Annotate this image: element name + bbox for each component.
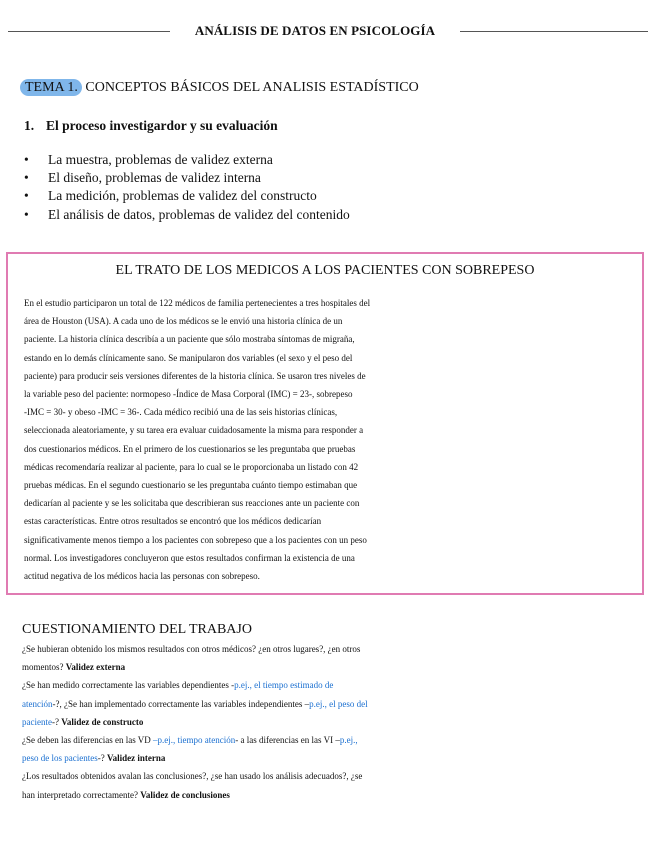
section-heading bbox=[24, 116, 278, 136]
validity-label: Validez de conclusiones bbox=[140, 789, 230, 800]
bullet-icon: • bbox=[24, 152, 29, 167]
case-study-text bbox=[24, 294, 640, 585]
example-text: peso de los pacientes bbox=[22, 753, 98, 764]
list-item: • El análisis de datos, problemas de validez del contenido bbox=[24, 206, 350, 224]
case-line: actitud negativa de los médicos hacia las personas con sobrepeso. bbox=[24, 571, 260, 582]
case-line: normal. Los investigadores concluyeron que estos resultados confirman la existencia de una bbox=[24, 552, 355, 563]
example-text: p.ej., bbox=[339, 735, 358, 746]
example-text: paciente bbox=[22, 716, 52, 727]
case-study-title: EL TRATO DE LOS MEDICOS A LOS PACIENTES CON SOBREPESO bbox=[115, 263, 535, 278]
example-text: p.ej., el tiempo estimado de bbox=[234, 680, 334, 691]
question-1-line-2: momentos? Validez externa bbox=[22, 662, 126, 673]
question-2-line-2: atención-?, ¿Se han implementado correctamente las variables independientes –p.ej., el peso del bbox=[22, 698, 368, 709]
question-1-line-1: ¿Se hubieran obtenido los mismos resultados con otros médicos? ¿en otros lugares?, ¿en otros bbox=[22, 644, 361, 654]
validity-label: Validez externa bbox=[65, 662, 126, 673]
bullet-icon: • bbox=[24, 206, 29, 222]
case-line: -IMC = 30- y obeso -IMC = 36-. Cada médico recibió una de las seis historias clínicas, bbox=[24, 407, 338, 418]
example-text: p.ej., el peso del bbox=[309, 698, 368, 709]
bullet-icon: • bbox=[24, 188, 29, 204]
questions-section bbox=[22, 620, 642, 804]
case-line: médicas recomendaría realizar al paciente, para lo cual se le proporcionaba un listado con 42 bbox=[24, 461, 359, 472]
header-rule-right bbox=[460, 31, 648, 32]
list-item: • La medición, problemas de validez del constructo bbox=[24, 187, 350, 205]
case-line: dos cuestionarios médicos. En el primero de los cuestionarios se les preguntaba que pruebas bbox=[24, 443, 356, 454]
case-line: área de Houston (USA). A cada uno de los médicos se le envió una historia clínica de un bbox=[24, 316, 343, 327]
case-line: la variable peso del paciente: normopeso -Índice de Masa Corporal (IMC) = 23-, sobrepeso bbox=[24, 389, 353, 400]
validity-label: Validez interna bbox=[106, 753, 166, 764]
validity-label: Validez de constructo bbox=[61, 716, 144, 727]
case-line: significativamente menos tiempo a los pacientes con sobrepeso que a los pacientes con un peso bbox=[24, 534, 367, 545]
case-line: dedicarían al paciente y se les solicitaba que describieran sus reacciones ante un paciente con bbox=[24, 498, 360, 509]
bullet-icon: • bbox=[24, 170, 29, 186]
question-2-line-3: paciente-? Validez de constructo bbox=[22, 716, 144, 727]
header-rule-left bbox=[8, 31, 170, 32]
question-3-line-1: ¿Se deben las diferencias en las VD –p.ej., tiempo atención- a las diferencias en las VI –p.ej., bbox=[22, 735, 358, 746]
question-3-line-2: peso de los pacientes-? Validez interna bbox=[22, 753, 166, 764]
question-4-line-1: ¿Los resultados obtenidos avalan las conclusiones?, ¿se han usado los análisis adecuados?, ¿se bbox=[22, 771, 363, 782]
questions-title: CUESTIONAMIENTO DEL TRABAJO bbox=[22, 622, 252, 637]
case-line: En el estudio participaron un total de 122 médicos de familia pertenecientes a tres hospitales del bbox=[24, 298, 371, 308]
case-line: estando en lo demás clínicamente sano. Se manipularon dos variables (el sexo y el peso del bbox=[24, 352, 353, 363]
example-text: –p.ej., tiempo atención bbox=[153, 735, 236, 746]
bullet-list bbox=[24, 151, 350, 224]
case-line: pruebas médicas. En el segundo cuestionario se les preguntaba cuánto tiempo estimaban que bbox=[24, 480, 358, 491]
document-title: ANÁLISIS DE DATOS EN PSICOLOGÍA bbox=[194, 23, 436, 38]
tema-badge: TEMA 1. bbox=[20, 79, 82, 96]
example-text: atención bbox=[22, 698, 53, 709]
document-header bbox=[8, 22, 648, 40]
tema-heading bbox=[20, 78, 419, 98]
case-line: seleccionada aleatoriamente, y su tarea era evaluar cuidadosamente la misma para responder a bbox=[24, 425, 364, 436]
case-line: estas características. Entre otros resultados se encontró que los médicos dedicarían bbox=[24, 516, 322, 527]
case-line: paciente. La historia clínica describía a un paciente que sólo mostraba síntomas de migraña, bbox=[24, 334, 355, 345]
tema-title: CONCEPTOS BÁSICOS DEL ANALISIS ESTADÍSTICO bbox=[81, 80, 419, 95]
case-line: paciente) para producir seis versiones diferentes de la historia clínica. Se usaron tres niveles de bbox=[24, 370, 366, 381]
question-4-line-2: han interpretado correctamente? Validez de conclusiones bbox=[22, 789, 230, 800]
list-item: • El diseño, problemas de validez interna bbox=[24, 169, 350, 187]
list-item: • La muestra, problemas de validez externa bbox=[24, 151, 350, 169]
section-title: El proceso investigardor y su evaluación bbox=[46, 118, 278, 133]
question-2-line-1: ¿Se han medido correctamente las variables dependientes -p.ej., el tiempo estimado de bbox=[22, 680, 334, 691]
case-study-box bbox=[6, 252, 644, 595]
section-number: 1. bbox=[24, 118, 35, 133]
